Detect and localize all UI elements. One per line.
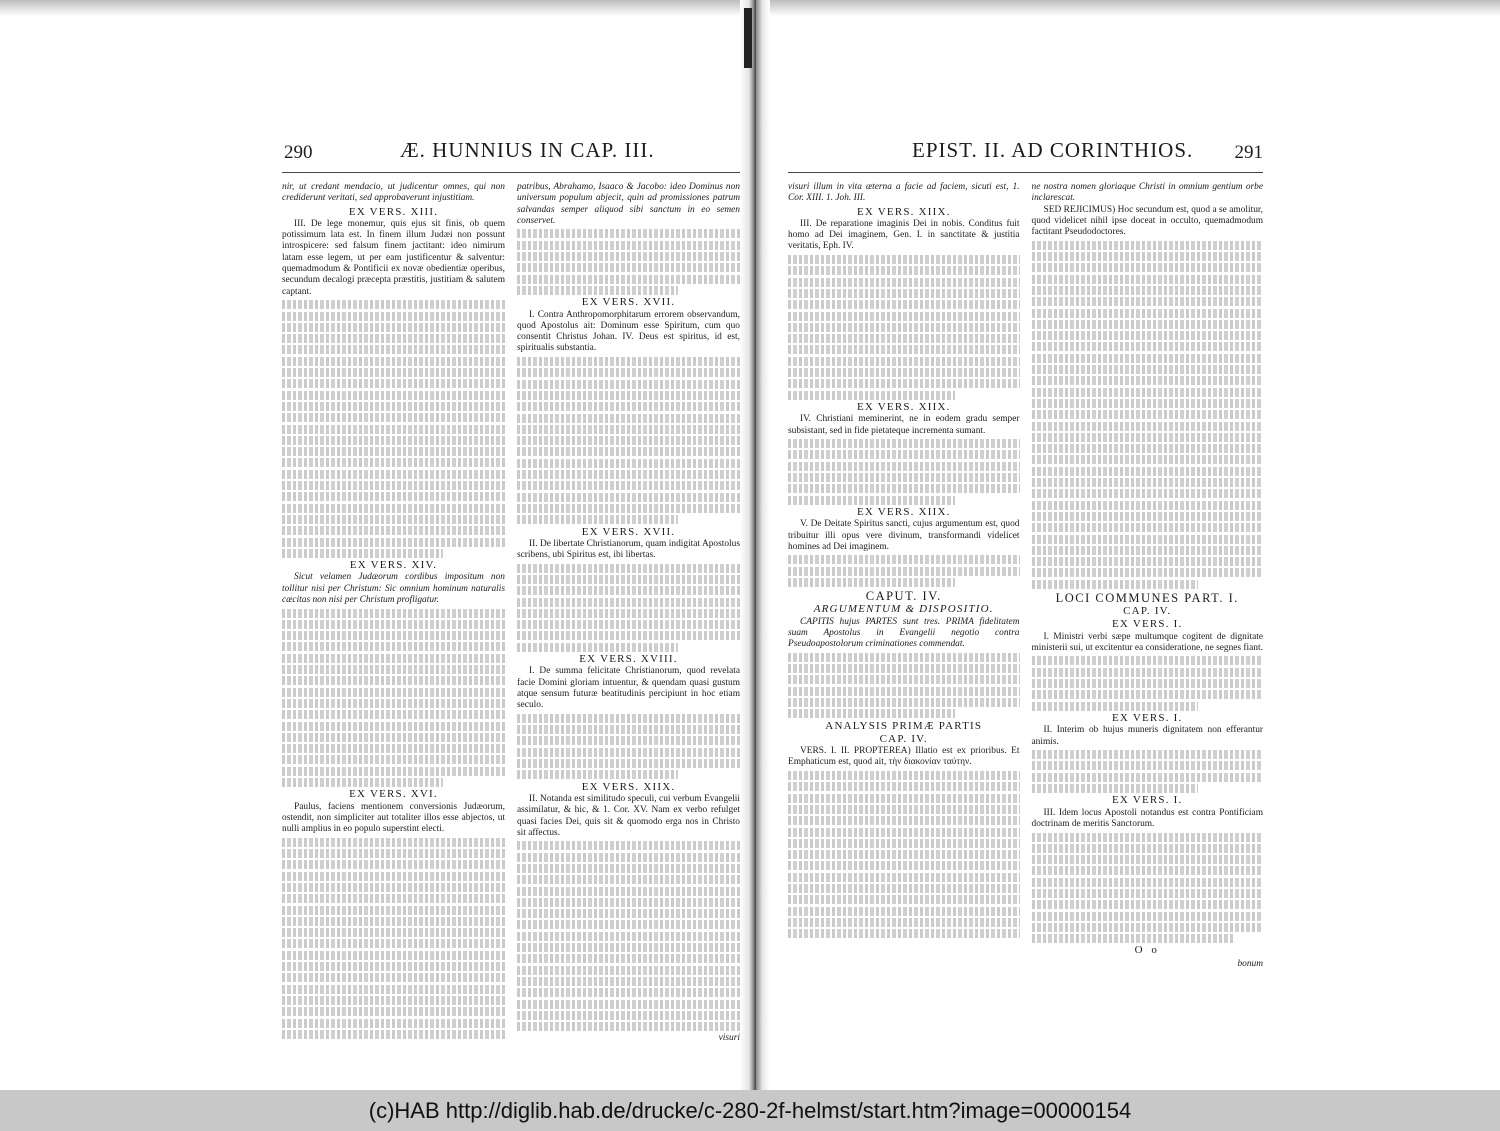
- analysis-heading: ANALYSIS PRIMÆ PARTIS: [825, 719, 983, 732]
- illegible-line: [517, 748, 740, 757]
- illegible-line: [1032, 866, 1264, 875]
- illegible-line: [1032, 844, 1264, 853]
- illegible-line: [788, 782, 1020, 791]
- illegible-line: [282, 894, 505, 903]
- paragraph: Sicut velamen Judæorum cordibus impositum non tollitur nisi per Christum: Sic omnium hominum naturalis cæcitas non nisi per Christum profligatur.: [282, 572, 505, 605]
- illegible-line: [282, 1007, 505, 1016]
- illegible-line: [517, 887, 740, 896]
- cap-heading: CAP. IV.: [879, 732, 928, 745]
- illegible-line: [282, 609, 505, 618]
- illegible-line: [1032, 376, 1264, 385]
- right-page: [788, 138, 1263, 1018]
- illegible-line: [282, 631, 505, 640]
- illegible-line: [1032, 690, 1264, 699]
- illegible-line: [1032, 444, 1264, 453]
- right-column-1: [788, 182, 1020, 1018]
- illegible-line: [788, 323, 1020, 332]
- illegible-line: [1032, 252, 1264, 261]
- illegible-line: [788, 675, 1020, 684]
- illegible-line: [282, 860, 505, 869]
- illegible-line: [517, 252, 740, 261]
- left-page: [282, 138, 740, 1044]
- illegible-line: [788, 907, 1020, 916]
- illegible-line: [517, 631, 740, 640]
- illegible-line: [1032, 433, 1264, 442]
- illegible-line: [517, 759, 740, 768]
- illegible-line: [517, 515, 678, 524]
- illegible-line: [788, 794, 1020, 803]
- illegible-line: [517, 1011, 740, 1020]
- illegible-line: [1032, 568, 1264, 577]
- illegible-line: [1032, 455, 1264, 464]
- left-column-2: [517, 182, 740, 1044]
- paragraph: I. Ministri verbi sæpe multumque cogitent de dignitate ministerii sui, ut excitentur ea consideratione, ne segnes fiant.: [1031, 631, 1263, 653]
- illegible-line: [788, 368, 1020, 377]
- illegible-line: [1032, 702, 1199, 711]
- illegible-line: [517, 841, 740, 850]
- illegible-line: [282, 744, 505, 753]
- illegible-line: [1032, 784, 1199, 793]
- illegible-line: [282, 962, 505, 971]
- illegible-line: [282, 906, 505, 915]
- illegible-line: [788, 300, 1020, 309]
- illegible-line: [788, 578, 955, 587]
- illegible-line: [788, 357, 1020, 366]
- paragraph: II. Notanda est similitudo speculi, cui verbum Evangelii assimilatur, & hic, & 1. Cor. XV. Nam ex verbo refulget quasi facies Dei, quis sit & quomodo erga nos in Christo sit affectus.: [517, 793, 740, 838]
- illegible-line: [282, 492, 505, 501]
- catchword: bonum: [1237, 958, 1263, 969]
- illegible-line: [282, 436, 505, 445]
- illegible-line: [788, 255, 1020, 264]
- section-heading: EX VERS. I.: [1112, 711, 1183, 724]
- illegible-line: [282, 996, 505, 1005]
- illegible-line: [788, 278, 1020, 287]
- footer-bar: [0, 1090, 1500, 1131]
- illegible-line: [1032, 467, 1264, 476]
- illegible-line: [1032, 501, 1264, 510]
- illegible-line: [517, 932, 740, 941]
- section-heading: EX VERS. XIIX.: [856, 505, 951, 518]
- illegible-line: [517, 770, 678, 779]
- illegible-line: [282, 526, 505, 535]
- illegible-line: [1032, 309, 1264, 318]
- illegible-line: [1032, 855, 1264, 864]
- illegible-line: [517, 481, 740, 490]
- illegible-line: [788, 266, 1020, 275]
- illegible-line: [517, 368, 740, 377]
- illegible-line: [517, 620, 740, 629]
- illegible-line: [282, 838, 505, 847]
- section-heading: EX VERS. XVII.: [581, 525, 676, 538]
- right-page-number: 291: [1234, 142, 1263, 163]
- illegible-line: [788, 484, 1020, 493]
- right-running-head: [788, 138, 1263, 173]
- book-gutter: [740, 0, 770, 1090]
- illegible-line: [282, 1030, 505, 1039]
- illegible-line: [788, 473, 1020, 482]
- illegible-line: [282, 883, 505, 892]
- illegible-line: [788, 450, 1020, 459]
- illegible-line: [1032, 489, 1264, 498]
- left-running-head: [282, 138, 740, 173]
- paragraph: III. Idem locus Apostoli notandus est contra Pontificiam doctrinam de meritis Sanctorum.: [1031, 807, 1263, 829]
- illegible-line: [788, 462, 1020, 471]
- left-column-1: [282, 182, 505, 1018]
- paragraph: patribus, Abrahamo, Isaaco & Jacobo: ideo Dominus non universum populum abjecit, quin ad promissiones patrum salvandas semper aliquod sibi sanctum in eo semen conservet.: [517, 182, 740, 226]
- illegible-line: [282, 357, 505, 366]
- paragraph: I. Contra Anthropomorphitarum errorem observandum, quod Apostolus ait: Dominum esse Spiritum, cum quo consentit Christus Johan. IV. Deus est spiritus, id est, spiritualis substantia.: [517, 309, 740, 354]
- illegible-line: [788, 345, 1020, 354]
- illegible-line: [517, 493, 740, 502]
- illegible-line: [517, 898, 740, 907]
- illegible-line: [517, 470, 740, 479]
- illegible-line: [1032, 410, 1264, 419]
- illegible-line: [517, 864, 740, 873]
- illegible-line: [1032, 388, 1264, 397]
- illegible-line: [282, 722, 505, 731]
- illegible-line: [517, 436, 740, 445]
- illegible-line: [282, 504, 505, 513]
- illegible-line: [1032, 934, 1236, 943]
- illegible-line: [517, 954, 740, 963]
- paragraph: I. De summa felicitate Christianorum, quod revelata facie Domini gloriam intuentur, & quendam quasi gustum atque sensum futuræ beatitudinis percipiunt in hoc etiam seculo.: [517, 666, 740, 711]
- illegible-line: [788, 850, 1020, 859]
- illegible-line: [517, 380, 740, 389]
- illegible-line: [1032, 331, 1264, 340]
- section-heading: EX VERS. XIII.: [348, 205, 439, 218]
- illegible-line: [282, 391, 505, 400]
- illegible-line: [788, 379, 1020, 388]
- illegible-line: [1032, 912, 1264, 921]
- illegible-line: [1032, 512, 1264, 521]
- illegible-line: [1032, 900, 1264, 909]
- paragraph: VERS. I. II. PROPTEREA) Illatio est ex prioribus. Et Emphaticum est, quod ait, τὴν διακονίαν ταύτην.: [788, 746, 1020, 768]
- illegible-line: [1032, 422, 1264, 431]
- illegible-line: [282, 917, 505, 926]
- illegible-line: [517, 414, 740, 423]
- illegible-line: [1032, 773, 1264, 782]
- illegible-line: [1032, 750, 1264, 759]
- section-heading: EX VERS. XIIX.: [581, 780, 676, 793]
- illegible-line: [788, 884, 1020, 893]
- illegible-line: [1032, 523, 1264, 532]
- paragraph: ne nostra nomen gloriaque Christi in omnium gentium orbe inclarescat.: [1031, 182, 1263, 204]
- illegible-line: [1032, 546, 1264, 555]
- illegible-line: [282, 1019, 505, 1028]
- illegible-line: [788, 709, 955, 718]
- illegible-line: [282, 620, 505, 629]
- illegible-line: [1032, 656, 1264, 665]
- section-heading: EX VERS. I.: [1112, 618, 1183, 631]
- illegible-line: [517, 609, 740, 618]
- illegible-line: [282, 665, 505, 674]
- right-page-columns: [788, 182, 1263, 1018]
- right-running-title: EPIST. II. AD CORINTHIOS.: [912, 138, 1194, 162]
- illegible-line: [517, 966, 740, 975]
- cap-heading: CAP. IV.: [1123, 604, 1172, 617]
- illegible-line: [282, 447, 505, 456]
- illegible-line: [1032, 354, 1264, 363]
- illegible-line: [517, 459, 740, 468]
- illegible-line: [517, 564, 740, 573]
- illegible-line: [1032, 761, 1264, 770]
- illegible-line: [517, 229, 740, 238]
- illegible-line: [788, 334, 1020, 343]
- illegible-line: [788, 496, 955, 505]
- illegible-line: [788, 918, 1020, 927]
- illegible-line: [1032, 399, 1264, 408]
- right-column-2: [1032, 182, 1264, 1018]
- illegible-line: [1032, 580, 1199, 589]
- section-heading: EX VERS. XIIX.: [856, 205, 951, 218]
- illegible-line: [788, 687, 1020, 696]
- illegible-line: [788, 312, 1020, 321]
- illegible-line: [517, 598, 740, 607]
- paragraph: CAPITIS hujus PARTES sunt tres. PRIMA fidelitatem suam Apostolus in Evangelii negotio contra Pseudoapostolorum criminationes commendat.: [788, 616, 1020, 650]
- illegible-line: [282, 951, 505, 960]
- illegible-line: [1032, 263, 1264, 272]
- illegible-line: [517, 402, 740, 411]
- illegible-line: [517, 725, 740, 734]
- illegible-line: [1032, 679, 1264, 688]
- illegible-line: [282, 549, 443, 558]
- loci-heading: LOCI COMMUNES PART. I.: [1055, 590, 1239, 605]
- illegible-line: [517, 714, 740, 723]
- illegible-line: [517, 643, 678, 652]
- illegible-line: [282, 699, 505, 708]
- illegible-line: [282, 368, 505, 377]
- illegible-line: [1032, 923, 1264, 932]
- illegible-line: [788, 861, 1020, 870]
- signature-mark: O o: [1134, 944, 1160, 957]
- left-page-columns: [282, 182, 740, 1044]
- illegible-line: [517, 988, 740, 997]
- illegible-line: [517, 1022, 740, 1031]
- illegible-line: [517, 391, 740, 400]
- section-heading: EX VERS. XVI.: [349, 788, 438, 801]
- illegible-line: [517, 425, 740, 434]
- illegible-line: [517, 447, 740, 456]
- catchword: visuri: [718, 1033, 740, 1044]
- paragraph: IV. Christiani meminerint, ne in eodem gradu semper subsistant, sed in fide pietateque incrementa sumant.: [788, 414, 1020, 436]
- illegible-line: [1032, 833, 1264, 842]
- illegible-line: [282, 458, 505, 467]
- illegible-line: [282, 973, 505, 982]
- paragraph: II. Interim ob hujus muneris dignitatem non efferantur animis.: [1031, 725, 1263, 747]
- illegible-line: [1032, 320, 1264, 329]
- illegible-line: [282, 481, 505, 490]
- illegible-line: [282, 515, 505, 524]
- illegible-line: [282, 425, 505, 434]
- illegible-line: [517, 909, 740, 918]
- section-heading: EX VERS. XVIII.: [579, 653, 678, 666]
- illegible-line: [282, 733, 505, 742]
- illegible-line: [788, 653, 1020, 662]
- illegible-line: [1032, 241, 1264, 250]
- illegible-line: [517, 853, 740, 862]
- illegible-line: [282, 688, 505, 697]
- illegible-line: [788, 929, 1020, 938]
- illegible-line: [517, 943, 740, 952]
- illegible-line: [517, 504, 740, 513]
- illegible-line: [1032, 365, 1264, 374]
- illegible-line: [282, 413, 505, 422]
- illegible-line: [517, 263, 740, 272]
- illegible-line: [282, 312, 505, 321]
- illegible-line: [282, 402, 505, 411]
- illegible-line: [282, 767, 505, 776]
- illegible-line: [517, 1000, 740, 1009]
- footer-credit: (c)HAB http://diglib.hab.de/drucke/c-280-2f-helmst/start.htm?image=00000154: [368, 1098, 1132, 1123]
- paragraph: II. De libertate Christianorum, quam indigitat Apostolus scribens, ubi Spiritus est, ibi libertas.: [517, 538, 740, 561]
- section-heading: EX VERS. I.: [1112, 794, 1183, 807]
- illegible-line: [1032, 535, 1264, 544]
- illegible-line: [282, 676, 505, 685]
- illegible-line: [282, 538, 505, 547]
- illegible-line: [282, 642, 505, 651]
- illegible-line: [1032, 889, 1264, 898]
- illegible-line: [282, 345, 505, 354]
- illegible-line: [282, 710, 505, 719]
- illegible-line: [788, 289, 1020, 298]
- illegible-line: [282, 778, 443, 787]
- illegible-line: [788, 771, 1020, 780]
- illegible-line: [282, 985, 505, 994]
- chapter-heading: CAPUT. IV.: [865, 588, 942, 603]
- illegible-line: [788, 816, 1020, 825]
- illegible-line: [282, 755, 505, 764]
- illegible-line: [788, 805, 1020, 814]
- illegible-line: [517, 275, 740, 284]
- illegible-line: [788, 839, 1020, 848]
- paragraph: nir, ut credant mendacio, ut judicentur omnes, qui non crediderunt veritati, sed approbaverunt injustitiam.: [282, 182, 505, 204]
- illegible-line: [282, 300, 505, 309]
- paragraph: III. De reparatione imaginis Dei in nobis. Conditus fuit homo ad Dei imaginem, Gen. I. in sanctitate & justitia veritatis, Eph. IV.: [788, 218, 1020, 252]
- illegible-line: [517, 736, 740, 745]
- illegible-line: [788, 555, 1020, 564]
- illegible-line: [282, 928, 505, 937]
- paragraph: Paulus, faciens mentionem conversionis Judæorum, ostendit, non simpliciter aut totaliter illos esse abjectos, ut nulli amplius in eo populo superstint electi.: [282, 801, 505, 835]
- illegible-line: [1032, 668, 1264, 677]
- illegible-line: [517, 357, 740, 366]
- paragraph: V. De Deitate Spiritus sancti, cujus argumentum est, quod tribuitur illi opus vere divinum, transformandi videlicet homines ad Dei imaginem.: [788, 519, 1020, 552]
- illegible-line: [1032, 557, 1264, 566]
- illegible-line: [517, 586, 740, 595]
- illegible-line: [1032, 297, 1264, 306]
- illegible-line: [1032, 342, 1264, 351]
- illegible-line: [1032, 286, 1264, 295]
- illegible-line: [1032, 878, 1264, 887]
- illegible-line: [1032, 478, 1264, 487]
- illegible-line: [788, 664, 1020, 673]
- gutter-binding-mark: [744, 8, 752, 68]
- paragraph: visuri illum in vita æterna a facie ad faciem, sicuti est, 1. Cor. XIII. 1. Joh. III.: [788, 182, 1020, 204]
- illegible-line: [788, 439, 1020, 448]
- illegible-line: [1032, 275, 1264, 284]
- illegible-line: [788, 567, 1020, 576]
- illegible-line: [788, 698, 1020, 707]
- illegible-line: [517, 286, 678, 295]
- illegible-line: [788, 828, 1020, 837]
- paragraph: III. De lege monemur, quis ejus sit finis, ob quem potissimum lata est. In finem illum Judæi non possunt introspicere: sed falsum finem jactitant: ideo nimirum latam esse legem, ut per eam justificentur & salventur: quemadmodum & Pontificii ex novæ obedientiæ operibus, secundum decalogi præcepta præstitis, justitiam & salutem captant.: [282, 218, 505, 297]
- illegible-line: [282, 470, 505, 479]
- illegible-line: [282, 872, 505, 881]
- section-heading: EX VERS. XVII.: [581, 296, 676, 309]
- illegible-line: [282, 654, 505, 663]
- illegible-line: [788, 391, 955, 400]
- section-heading: EX VERS. XIV.: [349, 559, 438, 572]
- illegible-line: [282, 334, 505, 343]
- illegible-line: [517, 875, 740, 884]
- argumentum-heading: ARGUMENTUM & DISPOSITIO.: [813, 603, 994, 616]
- paragraph: SED REJICIMUS) Hoc secundum est, quod a se amolitur, quod videlicet nihil ipse doceat in occulto, quemadmodum factitant Pseudodoctores.: [1031, 204, 1263, 238]
- illegible-line: [517, 977, 740, 986]
- left-running-title: Æ. HUNNIUS IN CAP. III.: [400, 138, 655, 162]
- illegible-line: [282, 323, 505, 332]
- illegible-line: [282, 939, 505, 948]
- illegible-line: [517, 575, 740, 584]
- illegible-line: [282, 379, 505, 388]
- illegible-line: [788, 895, 1020, 904]
- illegible-line: [282, 849, 505, 858]
- section-heading: EX VERS. XIIX.: [856, 400, 951, 413]
- left-page-number: 290: [284, 142, 313, 163]
- illegible-line: [517, 241, 740, 250]
- illegible-line: [788, 873, 1020, 882]
- illegible-line: [517, 920, 740, 929]
